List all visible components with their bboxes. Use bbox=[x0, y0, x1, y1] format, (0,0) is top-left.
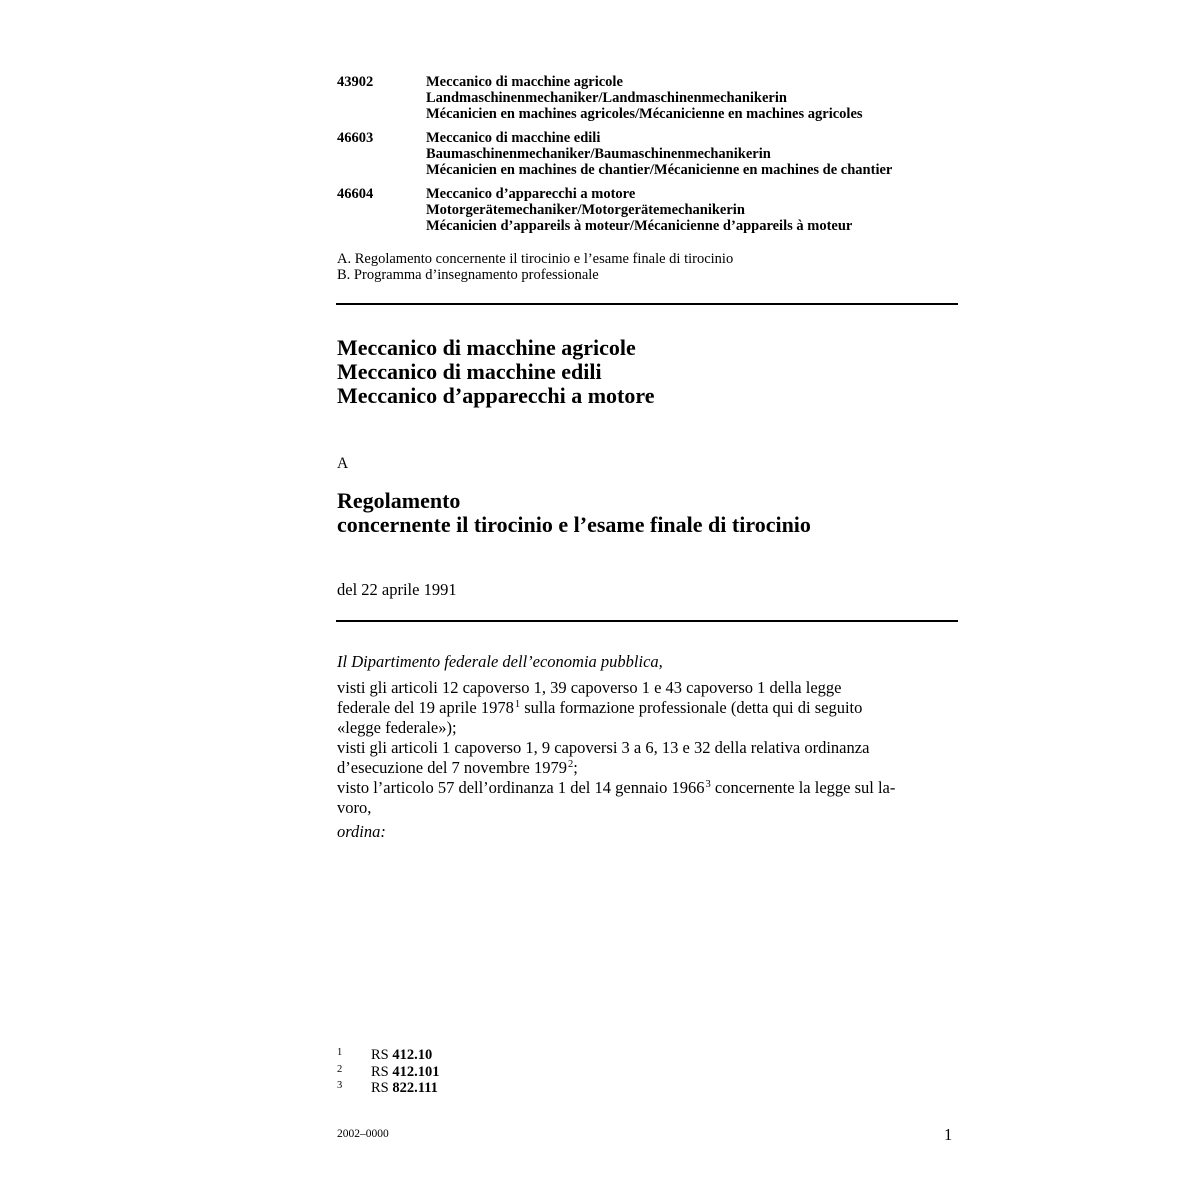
preamble-text: ; bbox=[573, 758, 578, 777]
document-id: 2002–0000 bbox=[337, 1128, 389, 1140]
preamble bbox=[337, 652, 962, 842]
occupation-name-it: Meccanico d’apparecchi a motore bbox=[426, 186, 636, 202]
section-letter: A bbox=[337, 455, 349, 472]
preamble-line bbox=[337, 778, 962, 798]
preamble-text: federale del 19 aprile 1978 bbox=[337, 698, 514, 717]
footnote-reference: 822.111 bbox=[392, 1080, 438, 1096]
preamble-line bbox=[337, 758, 962, 778]
main-title-line: Meccanico d’apparecchi a motore bbox=[337, 383, 655, 408]
occupation-name-de: Landmaschinenmechaniker/Landmaschinenmechanikerin bbox=[426, 90, 787, 106]
occupation-name-de: Baumaschinenmechaniker/Baumaschinenmechanikerin bbox=[426, 146, 771, 162]
main-title bbox=[337, 336, 655, 408]
occupation-entry bbox=[337, 130, 967, 178]
footnote-prefix: RS bbox=[371, 1080, 389, 1096]
regulation-title bbox=[337, 489, 811, 537]
footnote bbox=[337, 1064, 440, 1081]
main-title-line: Meccanico di macchine edili bbox=[337, 359, 602, 384]
footnotes bbox=[337, 1047, 440, 1097]
occupation-entry bbox=[337, 74, 967, 122]
occupation-names bbox=[426, 74, 863, 122]
footnote-reference: 412.10 bbox=[392, 1047, 433, 1063]
occupation-code-list bbox=[337, 74, 967, 242]
preamble-line: visti gli articoli 12 capoverso 1, 39 capoverso 1 e 43 capoverso 1 della legge bbox=[337, 678, 842, 697]
occupation-code: 43902 bbox=[337, 74, 374, 90]
preamble-line: «legge federale»); bbox=[337, 718, 457, 737]
footnote-prefix: RS bbox=[371, 1063, 389, 1080]
regulation-date: del 22 aprile 1991 bbox=[337, 580, 457, 599]
horizontal-divider bbox=[336, 620, 958, 622]
occupation-names bbox=[426, 186, 852, 234]
document-parts-list bbox=[337, 251, 733, 283]
occupation-name-fr: Mécanicien en machines agricoles/Mécanicienne en machines agricoles bbox=[426, 106, 863, 122]
page-number: 1 bbox=[944, 1125, 953, 1144]
occupation-name-it: Meccanico di macchine edili bbox=[426, 130, 601, 146]
horizontal-divider bbox=[336, 303, 958, 305]
part-b-item: B. Programma d’insegnamento professionale bbox=[337, 267, 599, 283]
footnote-ref: 1 bbox=[514, 699, 521, 710]
occupation-name-fr: Mécanicien d’appareils à moteur/Mécanicienne d’appareils à moteur bbox=[426, 218, 853, 234]
footnote-number: 1 bbox=[337, 1047, 343, 1058]
footnote-number: 3 bbox=[337, 1080, 343, 1091]
order-clause: ordina: bbox=[337, 822, 386, 841]
preamble-line: visti gli articoli 1 capoverso 1, 9 capoversi 3 a 6, 13 e 32 della relativa ordinanza bbox=[337, 738, 870, 757]
part-a-item: A. Regolamento concernente il tirocinio e l’esame finale di tirocinio bbox=[337, 251, 734, 267]
regulation-title-line: Regolamento bbox=[337, 488, 461, 513]
footnote bbox=[337, 1080, 440, 1097]
preamble-text: sulla formazione professionale (detta qui di seguito bbox=[520, 698, 863, 717]
footnote-ref: 2 bbox=[568, 759, 574, 770]
footnote-text bbox=[371, 1064, 440, 1081]
footnote bbox=[337, 1047, 440, 1064]
issuing-authority: Il Dipartimento federale dell’economia pubblica, bbox=[337, 652, 663, 671]
footnote-number: 2 bbox=[337, 1063, 343, 1075]
footnote-prefix: RS bbox=[371, 1047, 389, 1063]
preamble-text: concernente la legge sul la- bbox=[710, 778, 896, 797]
preamble-line bbox=[337, 698, 962, 718]
occupation-name-de: Motorgerätemechaniker/Motorgerätemechanikerin bbox=[426, 202, 745, 218]
occupation-code: 46603 bbox=[337, 130, 374, 146]
footnote-text bbox=[371, 1047, 432, 1064]
preamble-text: visto l’articolo 57 dell’ordinanza 1 del 14 gennaio 1966 bbox=[337, 778, 705, 797]
preamble-line: voro, bbox=[337, 798, 372, 817]
footnote-ref: 3 bbox=[705, 779, 711, 790]
occupation-code: 46604 bbox=[337, 186, 374, 202]
occupation-name-fr: Mécanicien en machines de chantier/Mécanicienne en machines de chantier bbox=[426, 162, 893, 178]
preamble-text: d’esecuzione del 7 novembre 1979 bbox=[337, 758, 568, 777]
occupation-names bbox=[426, 130, 892, 178]
occupation-name-it: Meccanico di macchine agricole bbox=[426, 74, 623, 90]
footnote-text bbox=[371, 1080, 438, 1097]
regulation-title-line: concernente il tirocinio e l’esame finale di tirocinio bbox=[337, 512, 811, 537]
footnote-reference: 412.101 bbox=[392, 1063, 440, 1080]
occupation-entry bbox=[337, 186, 967, 234]
main-title-line: Meccanico di macchine agricole bbox=[337, 335, 636, 360]
